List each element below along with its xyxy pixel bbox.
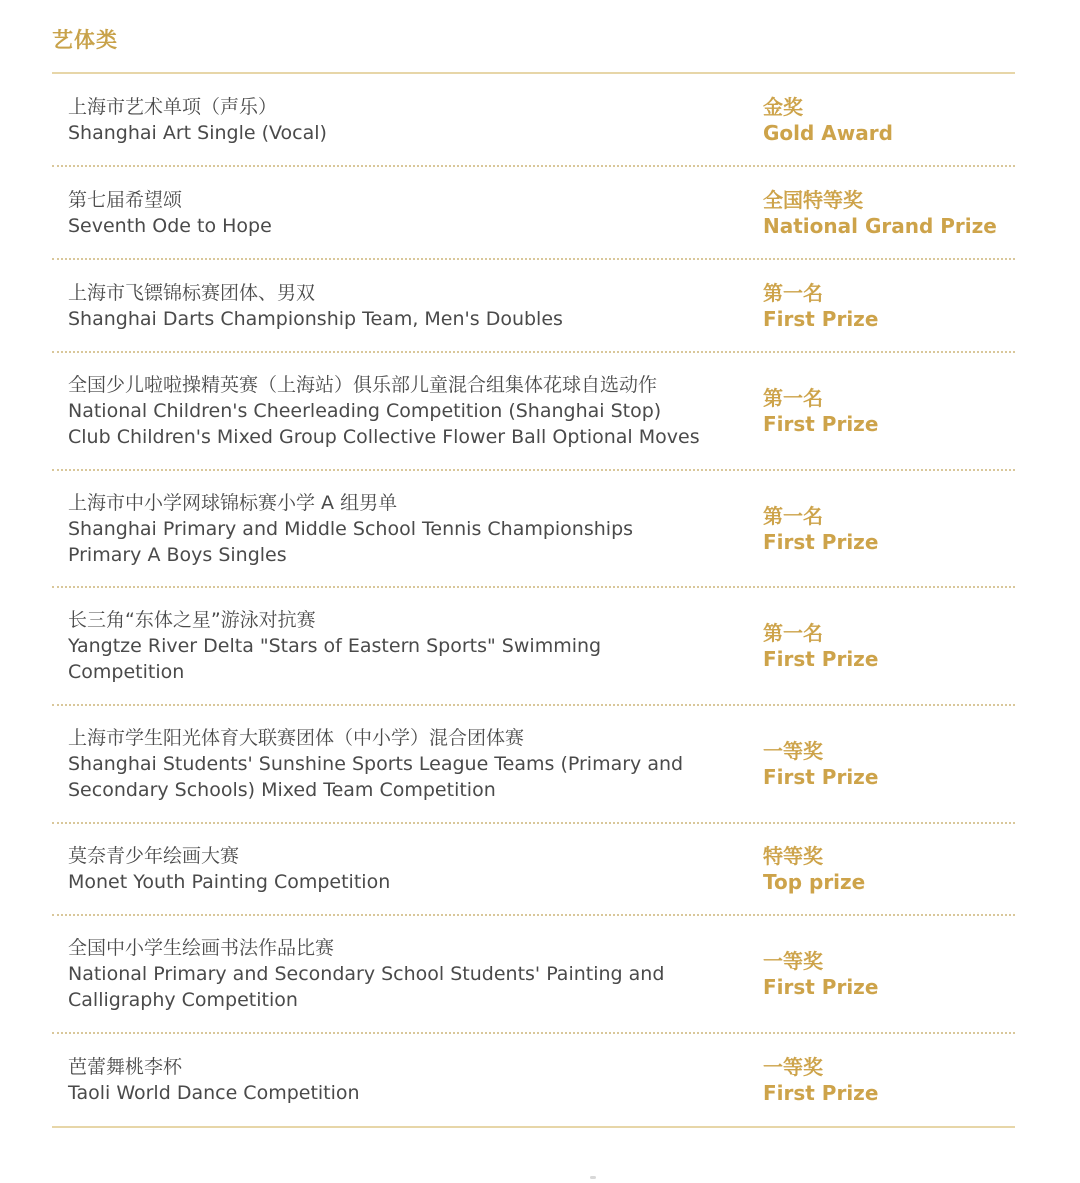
award-en: First Prize <box>763 1081 879 1105</box>
competition-name-en: Seventh Ode to Hope <box>68 214 272 237</box>
competition-name-cn: 上海市飞镖锦标赛团体、男双 <box>68 281 316 304</box>
award-row <box>52 916 1015 1034</box>
award-row <box>52 824 1015 916</box>
competition-name-cn: 全国中小学生绘画书法作品比赛 <box>68 937 335 959</box>
competition-name-en: National Children's Cheerleading Competition (Shanghai Stop) <box>68 400 662 422</box>
competition-name-en-line2: Primary A Boys Singles <box>68 543 287 566</box>
award-cn: 一等奖 <box>763 1055 823 1079</box>
competition-name-en-line2: Secondary Schools) Mixed Team Competition <box>68 779 496 801</box>
award-row <box>52 1034 1015 1128</box>
award-cn: 第一名 <box>763 621 823 645</box>
competition-name-en: National Primary and Secondary School Students' Painting and <box>68 963 665 985</box>
award-cn: 全国特等奖 <box>763 187 863 212</box>
award-cn: 特等奖 <box>763 844 823 868</box>
award-en: Gold Award <box>763 120 893 145</box>
competition-name-en: Monet Youth Painting Competition <box>68 871 391 893</box>
award-row <box>52 471 1015 588</box>
competition-name-en: Shanghai Primary and Middle School Tennis Championships <box>68 517 634 540</box>
award-cn: 第一名 <box>763 280 823 305</box>
award-en: National Grand Prize <box>763 213 997 238</box>
award-cn: 金奖 <box>763 94 803 119</box>
award-row <box>52 167 1015 260</box>
competition-name <box>52 280 763 332</box>
competition-name-cn: 全国少儿啦啦操精英赛（上海站）俱乐部儿童混合组集体花球自选动作 <box>68 374 658 396</box>
award-en: First Prize <box>763 647 879 671</box>
competition-name <box>52 1054 763 1106</box>
competition-name-en: Shanghai Art Single (Vocal) <box>68 121 327 144</box>
award-row <box>52 706 1015 824</box>
award-row <box>52 353 1015 471</box>
award <box>763 1054 878 1106</box>
competition-name <box>52 490 763 568</box>
competition-name-en-line2: Calligraphy Competition <box>68 989 298 1011</box>
award-en: First Prize <box>763 975 879 999</box>
award-row <box>52 588 1015 706</box>
competition-name-cn: 莫奈青少年绘画大赛 <box>68 845 240 867</box>
competition-name <box>52 372 763 450</box>
award-row <box>52 74 1015 167</box>
competition-name-en-line2: Club Children's Mixed Group Collective Flower Ball Optional Moves <box>68 426 700 448</box>
competition-name-en: Yangtze River Delta "Stars of Eastern Sports" Swimming <box>68 635 602 657</box>
award-en: First Prize <box>763 412 879 436</box>
award-cn: 一等奖 <box>763 949 823 973</box>
award <box>763 187 997 239</box>
competition-name <box>52 843 763 895</box>
competition-name-cn: 上海市学生阳光体育大联赛团体（中小学）混合团体赛 <box>68 727 525 749</box>
award-en: First Prize <box>763 306 879 331</box>
competition-name <box>52 94 763 146</box>
page-indicator-dot <box>590 1176 596 1179</box>
competition-name-en-line2: Competition <box>68 661 185 683</box>
award-en: First Prize <box>763 765 879 789</box>
award-cn: 第一名 <box>763 503 823 528</box>
award <box>763 738 878 790</box>
awards-list <box>52 74 1015 1128</box>
award-row <box>52 260 1015 353</box>
competition-name <box>52 187 763 239</box>
competition-name-en: Taoli World Dance Competition <box>68 1082 360 1104</box>
competition-name-en: Shanghai Students' Sunshine Sports League Teams (Primary and <box>68 753 684 775</box>
competition-name <box>52 935 763 1013</box>
award <box>763 843 865 895</box>
award <box>763 948 878 1000</box>
award <box>763 503 878 555</box>
award-en: Top prize <box>763 870 866 894</box>
award <box>763 280 878 332</box>
competition-name <box>52 725 763 803</box>
competition-name-cn: 长三角“东体之星”游泳对抗赛 <box>68 609 316 631</box>
award-cn: 一等奖 <box>763 739 823 763</box>
award-en: First Prize <box>763 529 879 554</box>
competition-name-cn: 上海市中小学网球锦标赛小学 A 组男单 <box>68 491 398 514</box>
competition-name-cn: 芭蕾舞桃李杯 <box>68 1056 183 1078</box>
award <box>763 94 893 146</box>
competition-name <box>52 607 763 685</box>
award-cn: 第一名 <box>763 386 823 410</box>
competition-name-cn: 第七届希望颂 <box>68 188 183 211</box>
competition-name-en: Shanghai Darts Championship Team, Men's Doubles <box>68 307 563 330</box>
competition-name-cn: 上海市艺术单项（声乐） <box>68 95 278 118</box>
category-title: 艺体类 <box>52 28 118 52</box>
award <box>763 620 878 672</box>
award <box>763 385 878 437</box>
